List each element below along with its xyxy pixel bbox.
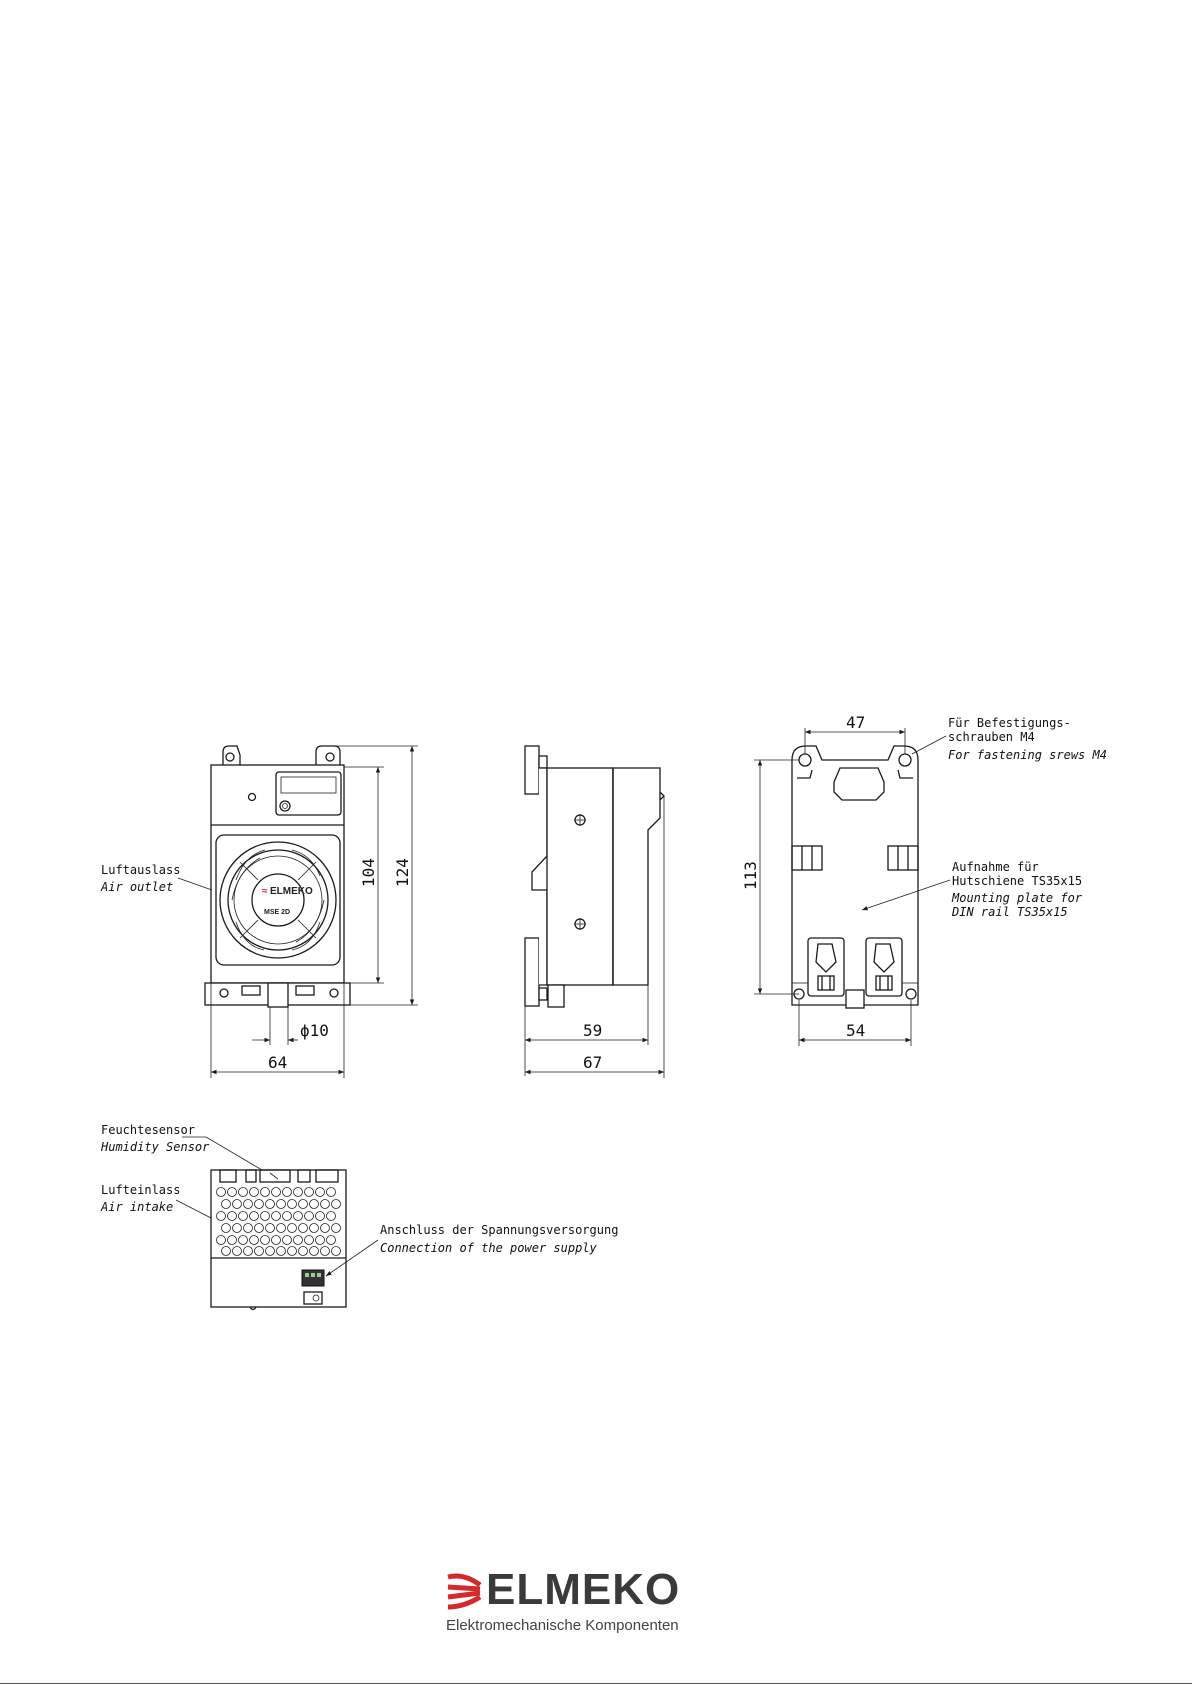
callout-screws-en: For fastening srews M4 <box>948 748 1107 762</box>
callout-rail-en2: DIN rail TS35x15 <box>952 905 1068 919</box>
front-view <box>100 746 418 1078</box>
callout-power-en: Connection of the power supply <box>380 1241 597 1255</box>
dim-54: 54 <box>846 1021 866 1040</box>
dim-47: 47 <box>846 713 866 732</box>
callout-screws-de1: Für Befestigungs- <box>948 716 1071 730</box>
footer-brand: ELMEKO <box>486 1565 681 1614</box>
svg-text:≈: ≈ <box>262 886 268 897</box>
callout-sensor-en: Humidity Sensor <box>101 1140 210 1154</box>
product-label: MSE 2D <box>264 909 291 916</box>
callout-rail-de2: Hutschiene TS35x15 <box>952 874 1083 888</box>
dim-phi10: ϕ10 <box>300 1021 329 1040</box>
dim-59: 59 <box>583 1021 603 1040</box>
callout-air-outlet-de: Luftauslass <box>101 863 181 877</box>
footer-logo <box>446 1565 746 1635</box>
dim-64: 64 <box>268 1053 288 1072</box>
dim-67: 67 <box>583 1053 603 1072</box>
callout-screws-de2: schrauben M4 <box>948 730 1035 744</box>
side-view <box>525 746 664 1078</box>
callout-intake-de: Lufteinlass <box>101 1183 181 1197</box>
bottom-view <box>100 1123 618 1310</box>
dim-124: 124 <box>393 858 412 887</box>
callout-intake-en: Air intake <box>101 1200 174 1214</box>
fan-badge-text: ELMEKO <box>270 886 313 897</box>
footer-tagline: Elektromechanische Komponenten <box>446 1617 679 1634</box>
brand-waves-icon <box>446 1571 482 1611</box>
callout-rail-en1: Mounting plate for <box>952 891 1083 905</box>
callout-sensor-de: Feuchtesensor <box>101 1123 195 1137</box>
callout-rail-de1: Aufnahme für <box>952 860 1039 874</box>
back-view <box>741 713 1107 1046</box>
callout-power-de: Anschluss der Spannungsversorgung <box>380 1223 619 1237</box>
callout-air-outlet-en: Air outlet <box>101 880 174 894</box>
dim-113: 113 <box>741 861 760 890</box>
dim-104: 104 <box>359 858 378 887</box>
bottom-rule <box>0 1683 1192 1684</box>
